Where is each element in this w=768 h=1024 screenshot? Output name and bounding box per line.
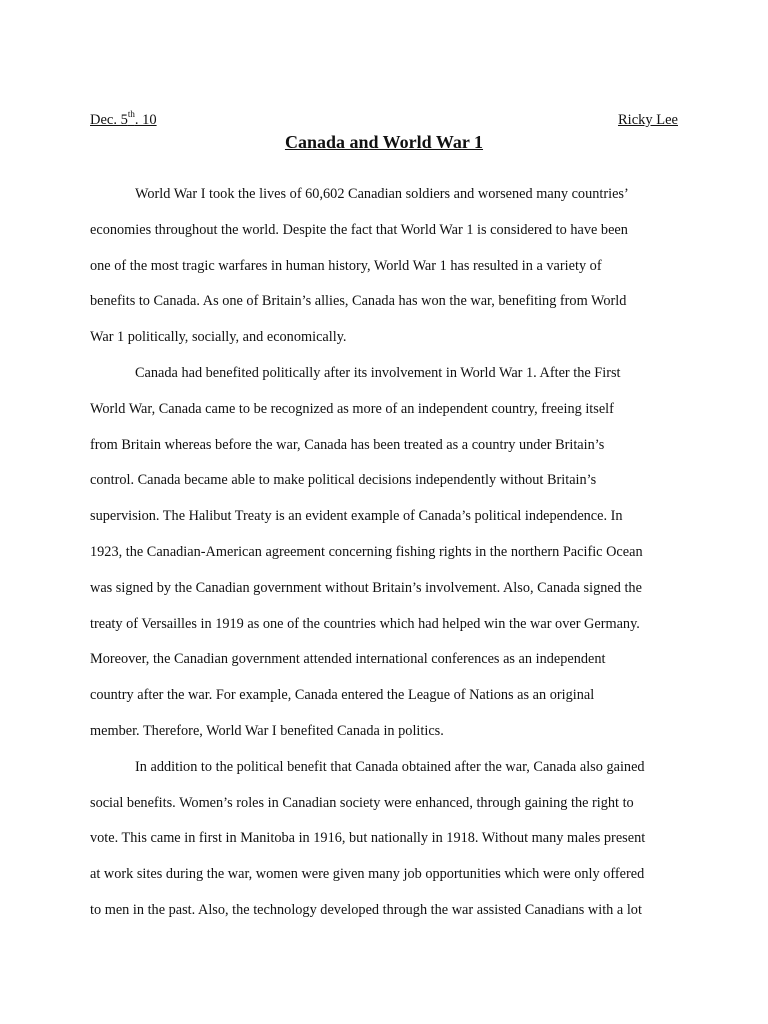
paragraph-2-line: control. Canada became able to make political decisions independently without Britain’s bbox=[90, 472, 597, 489]
paragraph-3-line: social benefits. Women’s roles in Canadian society were enhanced, through gaining the right to bbox=[90, 794, 634, 811]
paragraph-3-line: at work sites during the war, women were given many job opportunities which were only offered bbox=[90, 866, 645, 883]
header-author: Ricky Lee bbox=[618, 112, 678, 128]
paragraph-2-line: treaty of Versailles in 1919 as one of the countries which had helped win the war over Germany. bbox=[90, 615, 640, 632]
paragraph-3-line: vote. This came in first in Manitoba in 1916, but nationally in 1918. Without many males present bbox=[90, 830, 646, 847]
paragraph-3-line: In addition to the political benefit that Canada obtained after the war, Canada also gained bbox=[135, 758, 645, 775]
paragraph-1-line: economies throughout the world. Despite the fact that World War 1 is considered to have been bbox=[90, 221, 628, 238]
paragraph-2-line: was signed by the Canadian government without Britain’s involvement. Also, Canada signed the bbox=[90, 579, 642, 596]
paragraph-2-line: member. Therefore, World War I benefited Canada in politics. bbox=[90, 722, 444, 739]
header-date bbox=[90, 110, 157, 130]
paragraph-1-line: benefits to Canada. As one of Britain’s allies, Canada has won the war, benefiting from World bbox=[90, 293, 627, 310]
date-day: Dec. 5 bbox=[90, 112, 128, 128]
paragraph-2-line: country after the war. For example, Canada entered the League of Nations as an original bbox=[90, 687, 595, 704]
paragraph-2-line: from Britain whereas before the war, Canada has been treated as a country under Britain’s bbox=[90, 436, 605, 453]
paragraph-3-line: to men in the past. Also, the technology developed through the war assisted Canadians with a lot bbox=[90, 901, 642, 918]
paragraph-2-line: 1923, the Canadian-American agreement concerning fishing rights in the northern Pacific Ocean bbox=[90, 543, 643, 560]
essay-body bbox=[90, 177, 680, 929]
paragraph-2-line: supervision. The Halibut Treaty is an evident example of Canada’s political independence. In bbox=[90, 508, 623, 525]
date-ordinal: th bbox=[127, 109, 135, 120]
paragraph-2-line: Canada had benefited politically after its involvement in World War 1. After the First bbox=[135, 364, 621, 381]
date-year: . 10 bbox=[134, 112, 157, 128]
paragraph-1-line: World War I took the lives of 60,602 Canadian soldiers and worsened many countries’ bbox=[135, 186, 629, 202]
document-title: Canada and World War 1 bbox=[284, 132, 484, 152]
paragraph-1-line: one of the most tragic warfares in human history, World War 1 has resulted in a variety of bbox=[90, 257, 602, 274]
header-row bbox=[90, 110, 678, 130]
paragraph-2-line: Moreover, the Canadian government attended international conferences as an independent bbox=[90, 651, 606, 668]
paragraph-2-line: World War, Canada came to be recognized as more of an independent country, freeing itself bbox=[90, 400, 614, 417]
paragraph-1-line: War 1 politically, socially, and economically. bbox=[90, 329, 347, 346]
